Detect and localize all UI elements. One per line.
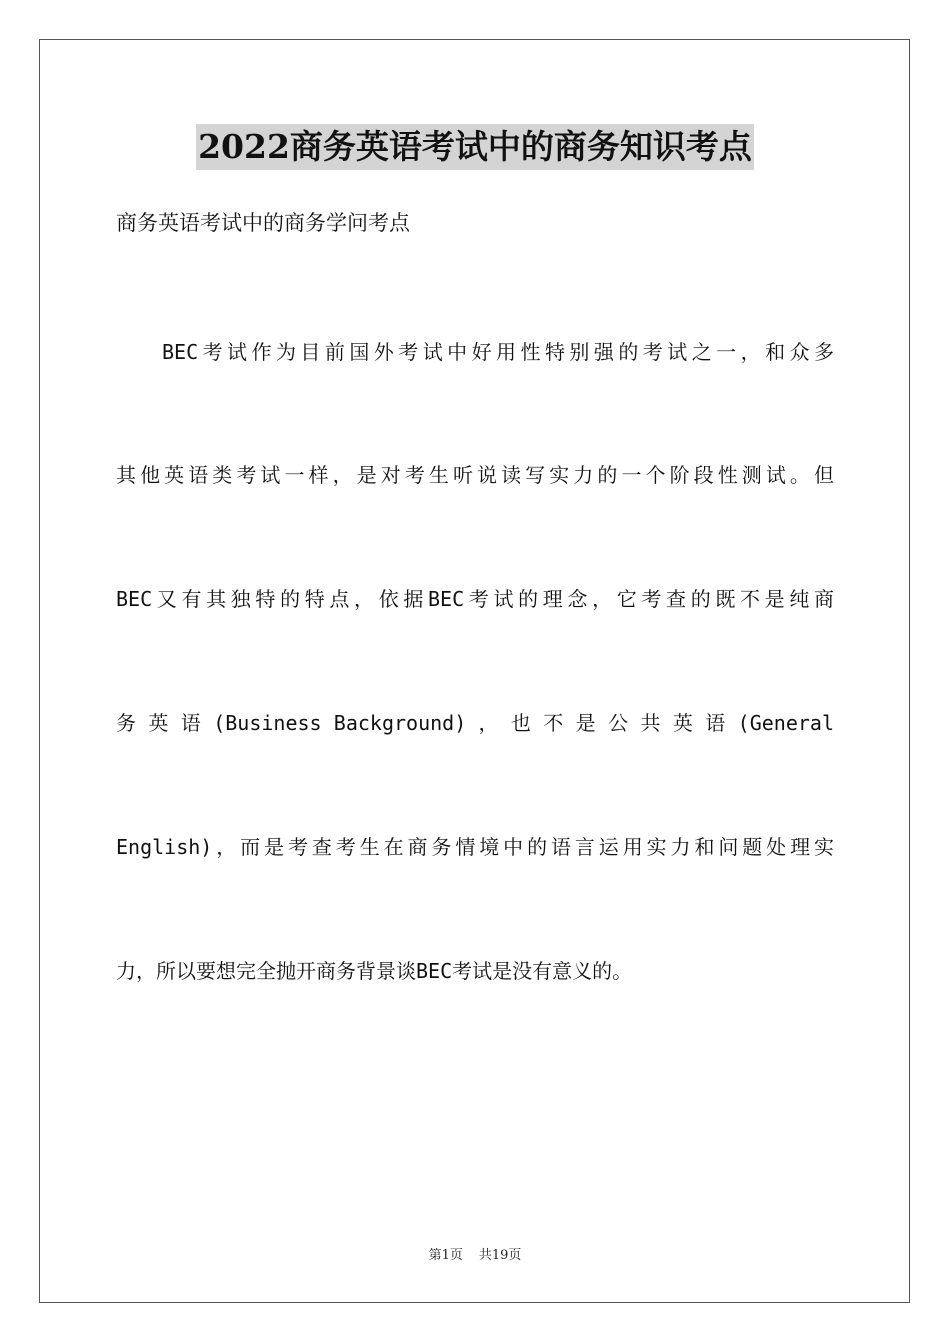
paragraph-line-5: English)，而是考查考生在商务情境中的语言运用实力和问题处理实 bbox=[116, 835, 834, 859]
paragraph-line-2: 其他英语类考试一样，是对考生听说读写实力的一个阶段性测试。但 bbox=[116, 463, 834, 487]
paragraph-line-3: BEC又有其独特的特点，依据BEC考试的理念，它考查的既不是纯商 bbox=[116, 587, 834, 611]
paragraph-line-6: 力，所以要想完全抛开商务背景谈BEC考试是没有意义的。 bbox=[116, 959, 633, 983]
document-subtitle: 商务英语考试中的商务学问考点 bbox=[116, 211, 410, 235]
title-container bbox=[0, 124, 950, 170]
paragraph-line-1: BEC考试作为目前国外考试中好用性特别强的考试之一，和众多 bbox=[162, 340, 834, 364]
page-footer bbox=[0, 1247, 950, 1265]
paragraph-line-4: 务 英 语 (Business Background) ， 也 不 是 公 共 英 语 (General bbox=[116, 711, 834, 735]
document-title: 2022商务英语考试中的商务知识考点 bbox=[196, 124, 754, 170]
page-total: 共19页 bbox=[478, 1248, 522, 1263]
page-number: 第1页 bbox=[428, 1248, 463, 1263]
